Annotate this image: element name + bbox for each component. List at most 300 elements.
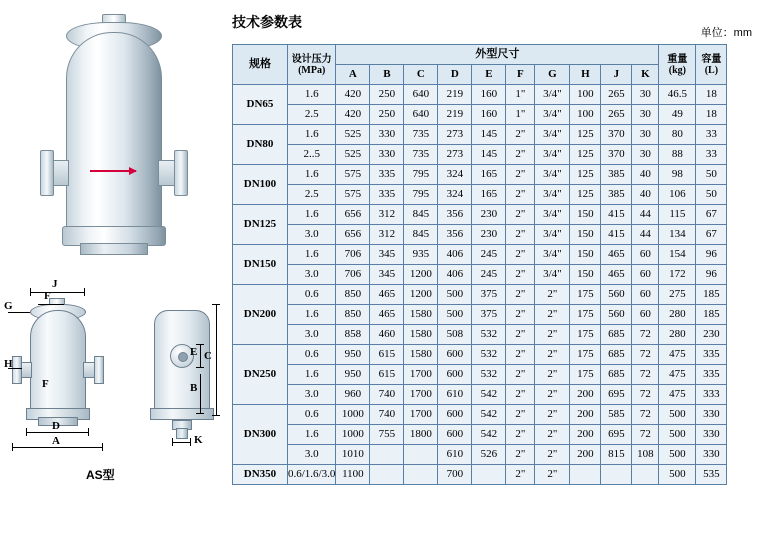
cell-b: 460 [370, 325, 404, 345]
cell-v: 67 [696, 225, 727, 245]
cell-a: 656 [336, 205, 370, 225]
cell-w: 98 [659, 165, 696, 185]
front-view-drawing [4, 278, 114, 462]
cell-f: 2" [506, 285, 535, 305]
cell-b: 345 [370, 265, 404, 285]
cell-c: 1700 [404, 365, 438, 385]
cell-k: 30 [632, 85, 659, 105]
cell-e: 245 [472, 265, 506, 285]
cell-k: 40 [632, 165, 659, 185]
cell-h: 200 [570, 385, 601, 405]
cell-j: 465 [601, 265, 632, 285]
cell-p: 1.6 [288, 165, 336, 185]
cell-c: 1200 [404, 265, 438, 285]
cell-h: 125 [570, 145, 601, 165]
cell-v: 330 [696, 445, 727, 465]
unit-note: 单位：mm [700, 27, 752, 39]
dim-label-a: A [52, 435, 60, 447]
cell-g: 3/4" [535, 105, 570, 125]
cell-j: 560 [601, 285, 632, 305]
cell-p: 3.0 [288, 385, 336, 405]
cell-h: 175 [570, 365, 601, 385]
cell-d: 324 [438, 165, 472, 185]
table-row [233, 165, 727, 185]
front-body-shape [30, 310, 86, 416]
cell-c: 795 [404, 185, 438, 205]
side-drain-stub-shape [176, 428, 188, 439]
cell-d: 219 [438, 105, 472, 125]
cell-c [404, 445, 438, 465]
cell-spec: DN350 [233, 465, 288, 485]
cell-j: 415 [601, 205, 632, 225]
cell-d: 219 [438, 85, 472, 105]
cell-k: 60 [632, 285, 659, 305]
cell-a: 706 [336, 265, 370, 285]
table-row [233, 425, 727, 445]
cell-b: 330 [370, 125, 404, 145]
dim-line-g [8, 312, 30, 313]
cell-b: 335 [370, 185, 404, 205]
cell-d: 508 [438, 325, 472, 345]
cell-w: 475 [659, 365, 696, 385]
dim-label-f-top: F [44, 290, 51, 302]
cell-p: 3.0 [288, 445, 336, 465]
header-col-a: A [336, 65, 370, 85]
cell-e: 165 [472, 165, 506, 185]
cell-d: 324 [438, 185, 472, 205]
cell-j: 695 [601, 385, 632, 405]
cell-a: 525 [336, 145, 370, 165]
cell-c [404, 465, 438, 485]
table-row [233, 365, 727, 385]
cell-f: 2" [506, 205, 535, 225]
cell-e: 160 [472, 105, 506, 125]
cell-d: 500 [438, 305, 472, 325]
dim-label-k: K [194, 434, 203, 446]
cell-h: 150 [570, 245, 601, 265]
cell-j: 685 [601, 325, 632, 345]
cell-p: 0.6 [288, 405, 336, 425]
cell-a: 575 [336, 185, 370, 205]
cell-spec: DN80 [233, 125, 288, 165]
cell-p: 1.6 [288, 205, 336, 225]
dim-label-h: H [4, 358, 13, 370]
header-pressure [288, 45, 336, 85]
cell-h: 150 [570, 265, 601, 285]
cell-j: 815 [601, 445, 632, 465]
dim-line-j [30, 292, 84, 293]
cell-c: 845 [404, 205, 438, 225]
cell-e: 160 [472, 85, 506, 105]
cell-g: 2" [535, 325, 570, 345]
cell-d: 600 [438, 405, 472, 425]
cell-j [601, 465, 632, 485]
cell-g: 3/4" [535, 225, 570, 245]
cell-k: 60 [632, 245, 659, 265]
dim-tick-a-left [12, 443, 13, 451]
cell-f: 2" [506, 265, 535, 285]
cell-e: 165 [472, 185, 506, 205]
cell-a: 656 [336, 225, 370, 245]
page-title: 技术参数表 [232, 14, 302, 30]
cell-p: 2.5 [288, 185, 336, 205]
cell-spec: DN125 [233, 205, 288, 245]
header-dimensions-group: 外型尺寸 [336, 45, 659, 65]
dim-label-c: C [204, 350, 212, 362]
cell-v: 96 [696, 265, 727, 285]
cell-a: 858 [336, 325, 370, 345]
table-header-group-row [233, 45, 727, 65]
cell-g: 2" [535, 425, 570, 445]
header-col-b: B [370, 65, 404, 85]
cell-b [370, 465, 404, 485]
header-col-h: H [570, 65, 601, 85]
cell-w: 500 [659, 465, 696, 485]
cell-j: 560 [601, 305, 632, 325]
cell-f: 1" [506, 105, 535, 125]
cell-w: 106 [659, 185, 696, 205]
dim-line-b [200, 374, 201, 414]
cell-v: 330 [696, 405, 727, 425]
cell-k: 72 [632, 385, 659, 405]
cell-p: 1.6 [288, 245, 336, 265]
dim-tick-c-bottom [212, 415, 220, 416]
header-weight-line2: (kg) [668, 64, 686, 76]
front-inlet-flange-shape [12, 356, 22, 384]
cell-b: 615 [370, 345, 404, 365]
dim-label-e: E [190, 346, 198, 358]
cell-v: 18 [696, 105, 727, 125]
illustration-column [0, 0, 228, 539]
cell-b: 740 [370, 385, 404, 405]
cell-p: 3.0 [288, 325, 336, 345]
cell-f: 2" [506, 465, 535, 485]
cell-c: 1700 [404, 405, 438, 425]
dim-label-f-bottom: F [42, 378, 49, 390]
cell-k: 72 [632, 365, 659, 385]
vessel-body-shape [66, 32, 162, 240]
dim-tick-e-top [196, 344, 204, 345]
cell-e: 532 [472, 325, 506, 345]
cell-e: 230 [472, 225, 506, 245]
cell-a: 575 [336, 165, 370, 185]
cell-h: 175 [570, 325, 601, 345]
cell-g: 3/4" [535, 245, 570, 265]
cell-b: 335 [370, 165, 404, 185]
cell-e: 542 [472, 385, 506, 405]
table-row [233, 265, 727, 285]
cell-b: 345 [370, 245, 404, 265]
cell-h: 125 [570, 125, 601, 145]
cell-k: 30 [632, 145, 659, 165]
cell-v: 335 [696, 345, 727, 365]
cell-d: 700 [438, 465, 472, 485]
cell-p: 1.6 [288, 305, 336, 325]
cell-j: 385 [601, 185, 632, 205]
cell-h: 125 [570, 185, 601, 205]
cell-g: 3/4" [535, 205, 570, 225]
cell-c: 1580 [404, 305, 438, 325]
dim-tick-d-left [26, 428, 27, 436]
table-row [233, 185, 727, 205]
flow-arrow-icon [90, 170, 136, 172]
cell-c: 795 [404, 165, 438, 185]
cell-k: 40 [632, 185, 659, 205]
cell-c: 1580 [404, 345, 438, 365]
table-row [233, 405, 727, 425]
cell-b: 740 [370, 405, 404, 425]
cell-spec: DN200 [233, 285, 288, 345]
cell-d: 500 [438, 285, 472, 305]
cell-p: 2..5 [288, 145, 336, 165]
cell-f: 2" [506, 185, 535, 205]
cell-a: 950 [336, 365, 370, 385]
cell-f: 2" [506, 365, 535, 385]
cell-e: 526 [472, 445, 506, 465]
cell-b: 615 [370, 365, 404, 385]
cell-f: 2" [506, 245, 535, 265]
header-col-j: J [601, 65, 632, 85]
table-row [233, 85, 727, 105]
cell-v: 50 [696, 165, 727, 185]
dim-line-k [172, 442, 190, 443]
cell-p: 0.6 [288, 285, 336, 305]
cell-v: 333 [696, 385, 727, 405]
cell-f: 2" [506, 425, 535, 445]
cell-d: 406 [438, 265, 472, 285]
cell-f: 2" [506, 385, 535, 405]
table-row [233, 465, 727, 485]
cell-g: 3/4" [535, 265, 570, 285]
dim-label-g: G [4, 300, 13, 312]
table-row [233, 225, 727, 245]
cell-w: 475 [659, 385, 696, 405]
table-row [233, 245, 727, 265]
dim-label-d: D [52, 420, 60, 432]
cell-c: 1580 [404, 325, 438, 345]
dim-tick-c-top [212, 304, 220, 305]
cell-v: 96 [696, 245, 727, 265]
cell-d: 356 [438, 205, 472, 225]
cell-c: 735 [404, 145, 438, 165]
cell-k: 30 [632, 105, 659, 125]
cell-w: 172 [659, 265, 696, 285]
cell-g: 2" [535, 365, 570, 385]
cell-j: 265 [601, 85, 632, 105]
cell-g: 3/4" [535, 145, 570, 165]
cell-g: 2" [535, 345, 570, 365]
cell-w: 49 [659, 105, 696, 125]
cell-g: 2" [535, 285, 570, 305]
dim-tick-a-right [102, 443, 103, 451]
cell-e: 145 [472, 145, 506, 165]
cell-c: 640 [404, 85, 438, 105]
cell-e: 230 [472, 205, 506, 225]
cell-c: 1200 [404, 285, 438, 305]
cell-a: 1100 [336, 465, 370, 485]
cell-j: 370 [601, 125, 632, 145]
cell-j: 385 [601, 165, 632, 185]
outlet-flange-shape [174, 150, 188, 196]
cell-d: 600 [438, 345, 472, 365]
cell-a: 850 [336, 285, 370, 305]
cell-h: 100 [570, 105, 601, 125]
cell-a: 1010 [336, 445, 370, 465]
table-row [233, 125, 727, 145]
side-base-shape [150, 408, 214, 420]
header-col-e: E [472, 65, 506, 85]
cell-p: 3.0 [288, 225, 336, 245]
cell-d: 600 [438, 425, 472, 445]
cell-w: 280 [659, 325, 696, 345]
cell-spec: DN300 [233, 405, 288, 465]
header-col-d: D [438, 65, 472, 85]
header-pressure-line2: (MPa) [298, 64, 326, 76]
cell-g: 2" [535, 385, 570, 405]
cell-p: 3.0 [288, 265, 336, 285]
cell-f: 2" [506, 145, 535, 165]
cell-e: 542 [472, 405, 506, 425]
cell-j: 415 [601, 225, 632, 245]
cell-h: 200 [570, 425, 601, 445]
cell-a: 1000 [336, 425, 370, 445]
cell-w: 134 [659, 225, 696, 245]
cell-j: 685 [601, 345, 632, 365]
cell-v: 33 [696, 125, 727, 145]
dim-tick-k-right [190, 438, 191, 446]
cell-c: 735 [404, 125, 438, 145]
cell-g: 2" [535, 445, 570, 465]
header-col-g: G [535, 65, 570, 85]
cell-f: 2" [506, 305, 535, 325]
cell-h: 175 [570, 285, 601, 305]
table-body [233, 85, 727, 485]
cell-g: 3/4" [535, 165, 570, 185]
header-weight-line1: 重量 [667, 53, 688, 65]
cell-v: 33 [696, 145, 727, 165]
cell-b: 250 [370, 85, 404, 105]
cell-w: 154 [659, 245, 696, 265]
cell-h: 100 [570, 85, 601, 105]
dim-label-j: J [52, 278, 58, 290]
header-volume [696, 45, 727, 85]
model-type-label: AS型 [86, 468, 115, 482]
cell-f: 2" [506, 225, 535, 245]
cell-e [472, 465, 506, 485]
cell-b: 312 [370, 225, 404, 245]
cell-k: 108 [632, 445, 659, 465]
dim-tick-j-right [84, 288, 85, 296]
dim-line-e [200, 344, 201, 368]
cell-v: 335 [696, 365, 727, 385]
cell-w: 275 [659, 285, 696, 305]
cell-d: 356 [438, 225, 472, 245]
cell-e: 145 [472, 125, 506, 145]
header-col-k: K [632, 65, 659, 85]
cell-d: 406 [438, 245, 472, 265]
dim-line-f-top [38, 304, 64, 305]
dim-tick-d-right [88, 428, 89, 436]
cell-h: 200 [570, 405, 601, 425]
table-row [233, 345, 727, 365]
cell-e: 532 [472, 365, 506, 385]
cell-e: 542 [472, 425, 506, 445]
cell-k: 44 [632, 205, 659, 225]
cell-e: 375 [472, 305, 506, 325]
cell-j: 585 [601, 405, 632, 425]
cell-g: 3/4" [535, 185, 570, 205]
cell-e: 375 [472, 285, 506, 305]
cell-g: 2" [535, 465, 570, 485]
cell-v: 185 [696, 285, 727, 305]
dim-line-c [216, 304, 217, 416]
cell-k: 72 [632, 425, 659, 445]
cell-k: 44 [632, 225, 659, 245]
cell-w: 46.5 [659, 85, 696, 105]
cell-g: 2" [535, 405, 570, 425]
cell-v: 230 [696, 325, 727, 345]
cell-w: 280 [659, 305, 696, 325]
cell-f: 2" [506, 345, 535, 365]
cell-b: 465 [370, 285, 404, 305]
cell-v: 67 [696, 205, 727, 225]
dim-tick-k-left [172, 438, 173, 446]
cell-k [632, 465, 659, 485]
cell-a: 420 [336, 85, 370, 105]
cell-b: 312 [370, 205, 404, 225]
cell-v: 535 [696, 465, 727, 485]
cell-w: 500 [659, 445, 696, 465]
cell-c: 1800 [404, 425, 438, 445]
cell-p: 1.6 [288, 125, 336, 145]
cell-w: 115 [659, 205, 696, 225]
cell-a: 950 [336, 345, 370, 365]
cell-k: 60 [632, 265, 659, 285]
cell-g: 2" [535, 305, 570, 325]
cell-w: 500 [659, 405, 696, 425]
cell-p: 0.6 [288, 345, 336, 365]
cell-d: 610 [438, 385, 472, 405]
cell-p: 2.5 [288, 105, 336, 125]
cell-a: 1000 [336, 405, 370, 425]
cell-b [370, 445, 404, 465]
dim-label-b: B [190, 382, 198, 394]
table-row [233, 105, 727, 125]
table-row [233, 305, 727, 325]
cell-j: 695 [601, 425, 632, 445]
cell-b: 755 [370, 425, 404, 445]
cell-h: 150 [570, 205, 601, 225]
header-spec: 规格 [233, 45, 288, 85]
cell-f: 2" [506, 445, 535, 465]
cell-w: 500 [659, 425, 696, 445]
cell-v: 50 [696, 185, 727, 205]
cell-spec: DN100 [233, 165, 288, 205]
cell-d: 273 [438, 125, 472, 145]
table-row [233, 285, 727, 305]
cell-spec: DN65 [233, 85, 288, 125]
cell-k: 72 [632, 405, 659, 425]
cell-f: 2" [506, 405, 535, 425]
cell-h [570, 465, 601, 485]
cell-f: 2" [506, 165, 535, 185]
header-pressure-line1: 设计压力 [291, 53, 332, 65]
cell-p: 1.6 [288, 425, 336, 445]
spec-table-column [228, 0, 760, 539]
cell-b: 250 [370, 105, 404, 125]
side-view-drawing [128, 282, 228, 462]
cell-k: 72 [632, 325, 659, 345]
